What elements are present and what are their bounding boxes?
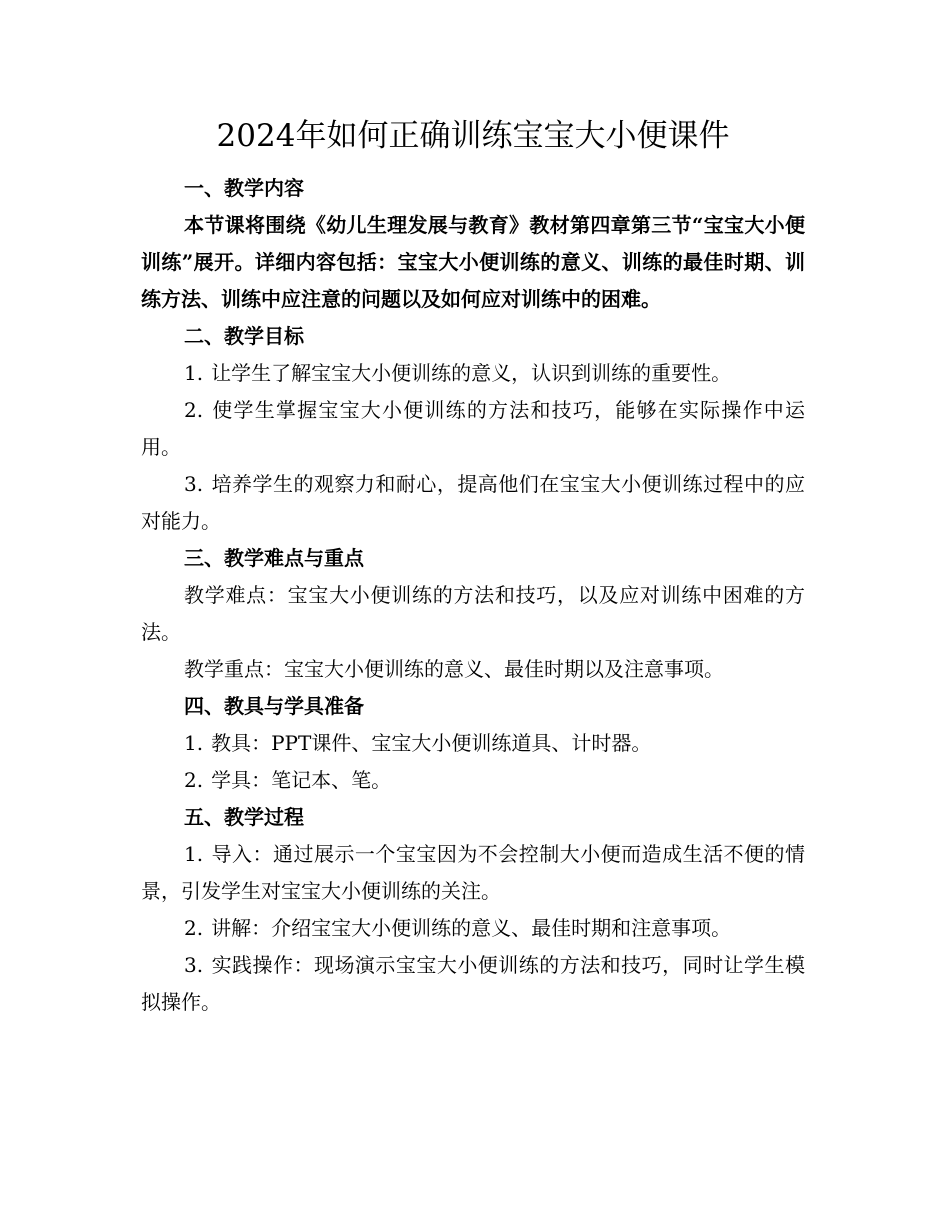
list-item-text: 教具：PPT课件、宝宝大小便训练道具、计时器。 bbox=[211, 731, 652, 755]
section-process bbox=[141, 799, 805, 1021]
list-item bbox=[141, 392, 805, 466]
list-item-text: 学具：笔记本、笔。 bbox=[211, 768, 392, 792]
section-heading: 四、教具与学具准备 bbox=[184, 694, 364, 718]
list-item-number: 2. bbox=[184, 398, 204, 422]
list-item bbox=[141, 947, 805, 1021]
list-item-text: 使学生掌握宝宝大小便训练的方法和技巧，能够在实际操作中运用。 bbox=[141, 398, 805, 459]
list-item-number: 2. bbox=[184, 768, 204, 792]
tools-list bbox=[141, 725, 805, 799]
list-item-number: 1. bbox=[184, 731, 204, 755]
list-item-text: 实践操作：现场演示宝宝大小便训练的方法和技巧，同时让学生模拟操作。 bbox=[141, 953, 805, 1014]
list-item bbox=[141, 836, 805, 910]
list-item bbox=[141, 725, 805, 762]
list-item-text: 培养学生的观察力和耐心，提高他们在宝宝大小便训练过程中的应对能力。 bbox=[141, 472, 805, 533]
list-item-number: 1. bbox=[184, 361, 204, 385]
document-title: 2024年如何正确训练宝宝大小便课件 bbox=[216, 118, 730, 154]
list-item bbox=[141, 355, 805, 392]
list-item-number: 1. bbox=[184, 842, 204, 866]
document-page bbox=[141, 112, 805, 1021]
list-item-text: 讲解：介绍宝宝大小便训练的意义、最佳时期和注意事项。 bbox=[211, 916, 732, 940]
section-tools bbox=[141, 688, 805, 799]
process-list bbox=[141, 836, 805, 1021]
list-item-text: 让学生了解宝宝大小便训练的意义，认识到训练的重要性。 bbox=[211, 361, 732, 385]
list-item-number: 3. bbox=[184, 953, 204, 977]
section-teaching-goals bbox=[141, 318, 805, 540]
difficult-points: 教学难点：宝宝大小便训练的方法和技巧，以及应对训练中困难的方法。 bbox=[141, 583, 805, 644]
list-item bbox=[141, 762, 805, 799]
section-paragraph: 本节课将围绕《幼儿生理发展与教育》教材第四章第三节“宝宝大小便训练”展开。详细内容包括：宝宝大小便训练的意义、训练的最佳时期、训练方法、训练中应注意的问题以及如何应对训练中的困难。 bbox=[141, 213, 805, 311]
key-points: 教学重点：宝宝大小便训练的意义、最佳时期以及注意事项。 bbox=[184, 657, 724, 681]
section-difficulties bbox=[141, 540, 805, 688]
section-heading: 一、教学内容 bbox=[184, 176, 304, 200]
list-item-text: 导入：通过展示一个宝宝因为不会控制大小便而造成生活不便的情景，引发学生对宝宝大小便训练的关注。 bbox=[141, 842, 805, 903]
section-heading: 二、教学目标 bbox=[184, 324, 304, 348]
goals-list bbox=[141, 355, 805, 540]
list-item-number: 2. bbox=[184, 916, 204, 940]
section-teaching-content bbox=[141, 170, 805, 318]
section-heading: 五、教学过程 bbox=[184, 805, 304, 829]
list-item-number: 3. bbox=[184, 472, 204, 496]
list-item bbox=[141, 466, 805, 540]
list-item bbox=[141, 910, 805, 947]
section-heading: 三、教学难点与重点 bbox=[184, 546, 364, 570]
